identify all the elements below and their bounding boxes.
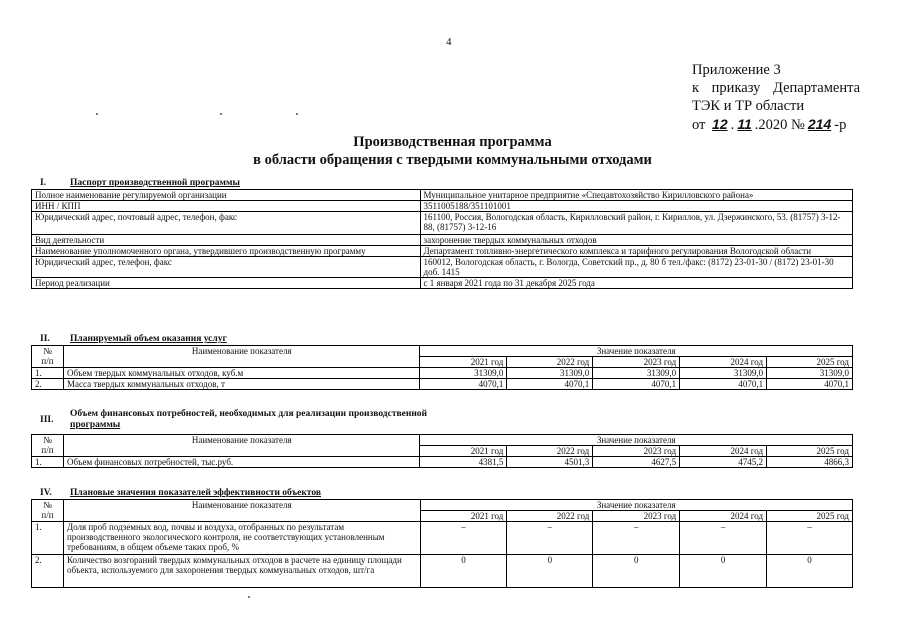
passport-label: Юридический адрес, телефон, факс (32, 257, 421, 278)
page-title (0, 133, 905, 169)
row-value: 0 (507, 555, 593, 588)
passport-label: Полное наименование регулируемой организации (32, 190, 421, 201)
year-header: 2023 год (593, 357, 680, 368)
scan-speck (248, 596, 250, 598)
table-header-row (32, 346, 853, 357)
section-4-heading (40, 488, 640, 499)
row-value: 31309,0 (767, 368, 853, 379)
row-number: 1. (32, 368, 64, 379)
year-header: 2024 год (680, 511, 767, 522)
handwritten-month: 11 (737, 116, 752, 132)
row-value: 0 (767, 555, 853, 588)
appendix-year-no: .2020 № (754, 117, 805, 133)
year-header: 2022 год (507, 511, 593, 522)
row-value: 31309,0 (507, 368, 593, 379)
header-num-label: № (43, 435, 52, 445)
table-row (32, 212, 853, 235)
row-value: 31309,0 (680, 368, 767, 379)
header-num-sub: п/п (41, 510, 54, 520)
appendix-line4 (692, 115, 860, 134)
table-header-row (32, 500, 853, 511)
column-header-number (32, 346, 64, 368)
section-3-title-line2: программы (70, 420, 121, 430)
row-number: 2. (32, 379, 64, 390)
year-header: 2023 год (593, 446, 680, 457)
row-value: 0 (680, 555, 767, 588)
row-value: 4070,1 (593, 379, 680, 390)
row-number: 1. (32, 522, 64, 555)
section-3-heading (40, 409, 640, 431)
row-value: 0 (420, 555, 507, 588)
row-value: – (767, 522, 853, 555)
handwritten-order-number: 214 (807, 116, 832, 132)
year-header: 2025 год (767, 446, 853, 457)
efficiency-table (31, 499, 853, 588)
row-value: 4627,5 (593, 457, 680, 468)
appendix-line3: ТЭК и ТР области (692, 98, 805, 114)
row-value: – (680, 522, 767, 555)
table-row (32, 555, 853, 588)
scan-speck (220, 113, 222, 115)
section-1-number: I. (40, 178, 47, 188)
column-header-name: Наименование показателя (63, 500, 420, 522)
table-row (32, 522, 853, 555)
column-header-value: Значение показателя (420, 435, 853, 446)
column-header-name: Наименование показателя (63, 435, 419, 457)
header-num-label: № (43, 500, 52, 510)
table-row (32, 368, 853, 379)
column-header-name: Наименование показателя (63, 346, 419, 368)
scan-speck (96, 113, 98, 115)
appendix-date-prefix: от (692, 117, 706, 133)
passport-label: Вид деятельности (32, 235, 421, 246)
row-name: Доля проб подземных вод, почвы и воздуха, отобранных по результатам производственного экологического контроля, не соответствующих установленным требованиям, в общем объеме таких проб, % (63, 522, 420, 555)
passport-value: Департамент топливно-энергетического комплекса и тарифного регулирования Вологодской области (420, 246, 852, 257)
column-header-value: Значение показателя (420, 500, 853, 511)
header-num-sub: п/п (41, 356, 54, 366)
column-header-value: Значение показателя (420, 346, 853, 357)
section-1-title: Паспорт производственной программы (70, 178, 240, 188)
row-value: – (593, 522, 680, 555)
services-table (31, 345, 853, 390)
year-header: 2024 год (680, 446, 767, 457)
section-4-number: IV. (40, 488, 52, 498)
table-row (32, 257, 853, 278)
year-header: 2023 год (593, 511, 680, 522)
row-name: Количество возгораний твердых коммунальных отходов в расчете на единицу площади объекта, используемого для захоронения твердых коммунальных отходов, шт/га (63, 555, 420, 588)
section-3-number: III. (40, 415, 54, 425)
table-row (32, 235, 853, 246)
year-header: 2022 год (507, 446, 593, 457)
row-value: – (420, 522, 507, 555)
row-value: 4070,1 (420, 379, 507, 390)
passport-label: Юридический адрес, почтовый адрес, телефон, факс (32, 212, 421, 235)
row-name: Объем финансовых потребностей, тыс.руб. (63, 457, 419, 468)
table-row (32, 457, 853, 468)
row-value: 4070,1 (507, 379, 593, 390)
section-4-title: Плановые значения показателей эффективности объектов (70, 488, 321, 498)
row-value: 0 (593, 555, 680, 588)
row-value: 4501,3 (507, 457, 593, 468)
row-value: – (507, 522, 593, 555)
passport-value: захоронение твердых коммунальных отходов (420, 235, 852, 246)
section-1-heading (40, 178, 640, 189)
section-2-title: Планируемый объем оказания услуг (70, 334, 227, 344)
passport-label: ИНН / КПП (32, 201, 421, 212)
section-3-title-line1: Объем финансовых потребностей, необходимых для реализации производственной (70, 409, 428, 419)
year-header: 2021 год (420, 511, 507, 522)
table-row (32, 201, 853, 212)
passport-value: 3511005188/351101001 (420, 201, 852, 212)
row-value: 4070,1 (767, 379, 853, 390)
year-header: 2024 год (680, 357, 767, 368)
handwritten-day: 12 (712, 116, 728, 132)
table-row (32, 379, 853, 390)
appendix-line1: Приложение 3 (692, 62, 781, 78)
year-header: 2025 год (767, 511, 853, 522)
passport-value: 161100, Россия, Вологодская область, Кирилловский район, г. Кириллов, ул. Дзержинского, 53. (81757) 3-12-88, (81757) 3-12-16 (420, 212, 852, 235)
table-header-row (32, 435, 853, 446)
year-header: 2021 год (420, 357, 507, 368)
year-header: 2025 год (767, 357, 853, 368)
title-line1: Производственная программа (353, 134, 552, 150)
year-header: 2021 год (420, 446, 507, 457)
table-row (32, 246, 853, 257)
passport-table (31, 189, 853, 289)
row-name: Масса твердых коммунальных отходов, т (63, 379, 419, 390)
passport-label: Период реализации (32, 278, 421, 289)
row-value: 4381,5 (420, 457, 507, 468)
page-number: 4 (446, 36, 452, 48)
row-value: 4745,2 (680, 457, 767, 468)
column-header-number (32, 500, 64, 522)
passport-value: с 1 января 2021 года по 31 декабря 2025 года (420, 278, 852, 289)
row-value: 31309,0 (420, 368, 507, 379)
header-num-label: № (43, 346, 52, 356)
appendix-line2: к приказу Департамента (692, 80, 861, 96)
row-value: 4070,1 (680, 379, 767, 390)
header-num-sub: п/п (41, 445, 54, 455)
row-value: 31309,0 (593, 368, 680, 379)
appendix-date-sep: . (730, 117, 735, 133)
row-value: 4866,3 (767, 457, 853, 468)
row-number: 2. (32, 555, 64, 588)
section-2-heading (40, 334, 640, 345)
finance-table (31, 434, 853, 468)
title-line2: в области обращения с твердыми коммунальными отходами (253, 152, 652, 168)
section-2-number: II. (40, 334, 50, 344)
appendix-block (692, 61, 860, 134)
row-number: 1. (32, 457, 64, 468)
column-header-number (32, 435, 64, 457)
passport-value: Муниципальное унитарное предприятие «Спецавтохозяйство Кирилловского района» (420, 190, 852, 201)
passport-label: Наименование уполномоченного органа, утвердившего производственную программу (32, 246, 421, 257)
year-header: 2022 год (507, 357, 593, 368)
scan-speck (296, 113, 298, 115)
row-name: Объем твердых коммунальных отходов, куб.м (63, 368, 419, 379)
table-row (32, 278, 853, 289)
appendix-suffix: -р (834, 117, 847, 133)
table-row (32, 190, 853, 201)
passport-value: 160012, Вологодская область, г. Вологда, Советский пр., д. 80 б тел./факс: (8172) 23-01-30 / (8172) 23-01-30 доб. 1415 (420, 257, 852, 278)
